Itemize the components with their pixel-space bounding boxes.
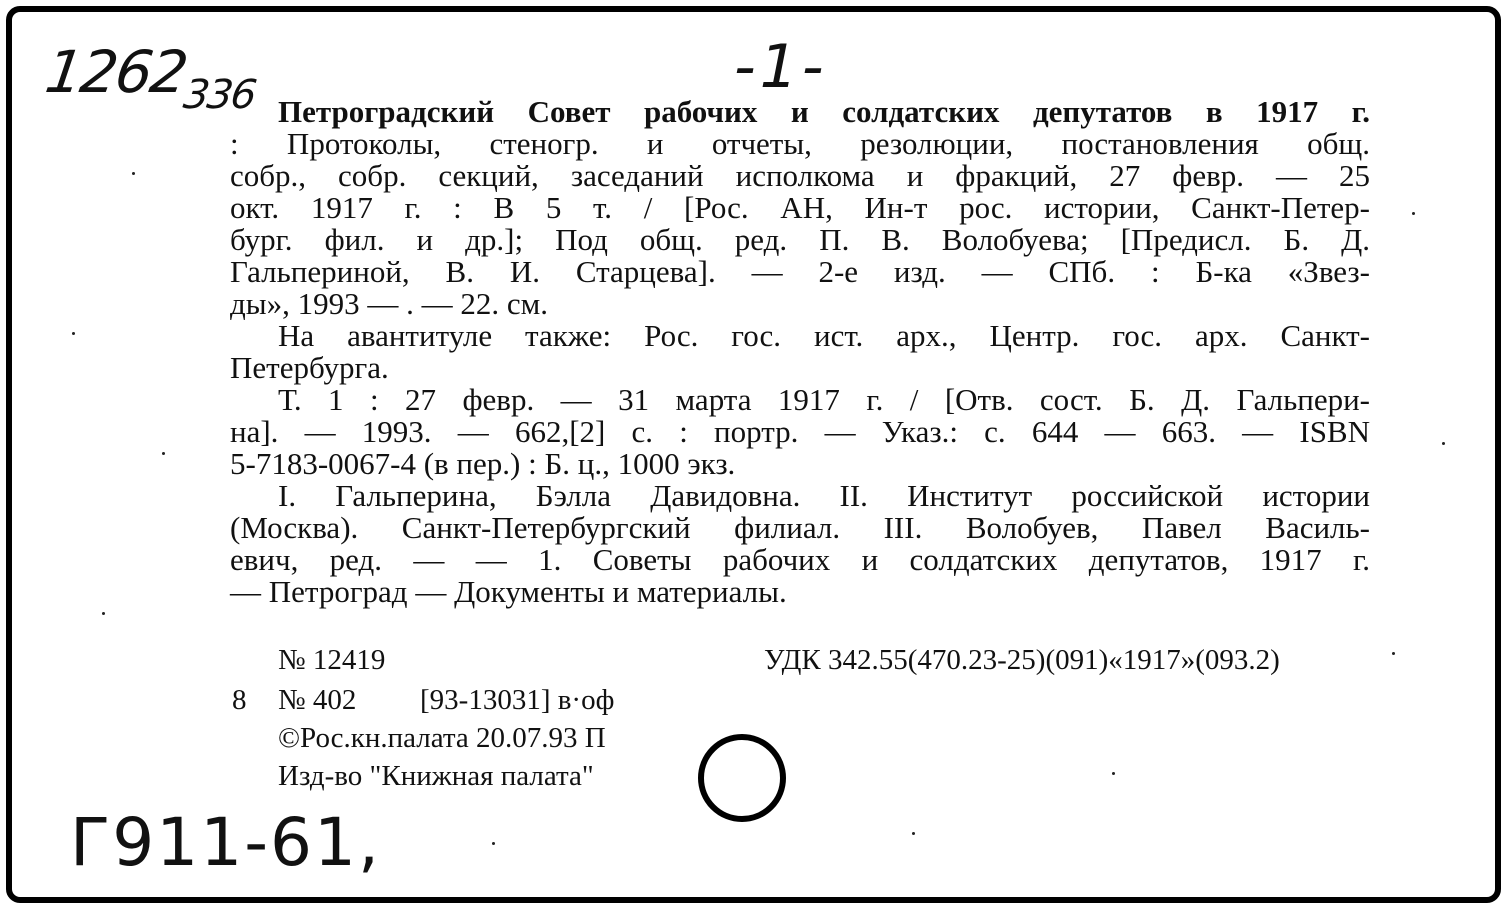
record-line: Гальпериной, В. И. Старцева]. — 2-е изд. — СПб. : Б-ка «Звез-	[230, 254, 1370, 289]
scan-speck	[132, 172, 135, 175]
scan-speck	[72, 332, 75, 335]
handwritten-sheet-mark: -1-	[734, 32, 828, 102]
tracing-line: I. Гальперина, Бэлла Давидовна. II. Институт российской истории	[278, 478, 1370, 513]
handwritten-card-number: 1262	[41, 38, 191, 106]
volume-line: на]. — 1993. — 662,[2] с. : портр. — Указ.: с. 644 — 663. — ISBN	[230, 414, 1370, 449]
catalog-card	[6, 6, 1501, 903]
scan-speck	[162, 452, 165, 455]
scan-speck	[912, 832, 915, 835]
order-code: [93-13031] в·оф	[420, 684, 615, 716]
handwritten-sub-number: 336	[180, 72, 258, 118]
record-title-line: Петроградский Совет рабочих и солдатских депутатов в 1917 г.	[278, 94, 1370, 129]
handwritten-shelf-mark: Г911-61,	[70, 804, 382, 881]
copyright-line: ©Рос.кн.палата 20.07.93 П	[278, 722, 606, 754]
scan-speck	[102, 612, 105, 615]
record-number: № 12419	[278, 644, 386, 676]
record-line: окт. 1917 г. : В 5 т. / [Рос. АН, Ин-т рос. истории, Санкт-Петер-	[230, 190, 1370, 225]
scan-speck	[492, 842, 495, 845]
record-line: ды», 1993 — . — 22. см.	[230, 286, 548, 321]
scan-speck	[1412, 212, 1415, 215]
record-line: собр., собр. секций, заседаний исполкома и фракций, 27 февр. — 25	[230, 158, 1370, 193]
record-line: бург. фил. и др.]; Под общ. ред. П. В. Волобуева; [Предисл. Б. Д.	[230, 222, 1370, 257]
note-line: Петербурга.	[230, 350, 389, 385]
volume-line: Т. 1 : 27 февр. — 31 марта 1917 г. / [Отв. сост. Б. Д. Гальпери-	[278, 382, 1370, 417]
scan-speck	[1112, 772, 1115, 775]
publisher-line: Изд-во "Книжная палата"	[278, 760, 594, 792]
tracing-line: — Петроград — Документы и материалы.	[230, 574, 787, 609]
tracing-line: (Москва). Санкт-Петербургский филиал. III. Волобуев, Павел Василь-	[230, 510, 1370, 545]
scan-speck	[1442, 442, 1445, 445]
udc-code: УДК 342.55(470.23-25)(091)«1917»(093.2)	[764, 644, 1280, 676]
note-line: На авантитуле также: Рос. гос. ист. арх., Центр. гос. арх. Санкт-	[278, 318, 1370, 353]
scan-speck	[1392, 652, 1395, 655]
punch-hole-circle	[698, 734, 786, 822]
volume-line: 5-7183-0067-4 (в пер.) : Б. ц., 1000 экз.	[230, 446, 736, 481]
record-line: : Протоколы, стеногр. и отчеты, резолюции, постановления общ.	[230, 126, 1370, 161]
side-digit: 8	[232, 684, 247, 716]
order-number: № 402	[278, 684, 357, 716]
tracing-line: евич, ред. — — 1. Советы рабочих и солдатских депутатов, 1917 г.	[230, 542, 1370, 577]
